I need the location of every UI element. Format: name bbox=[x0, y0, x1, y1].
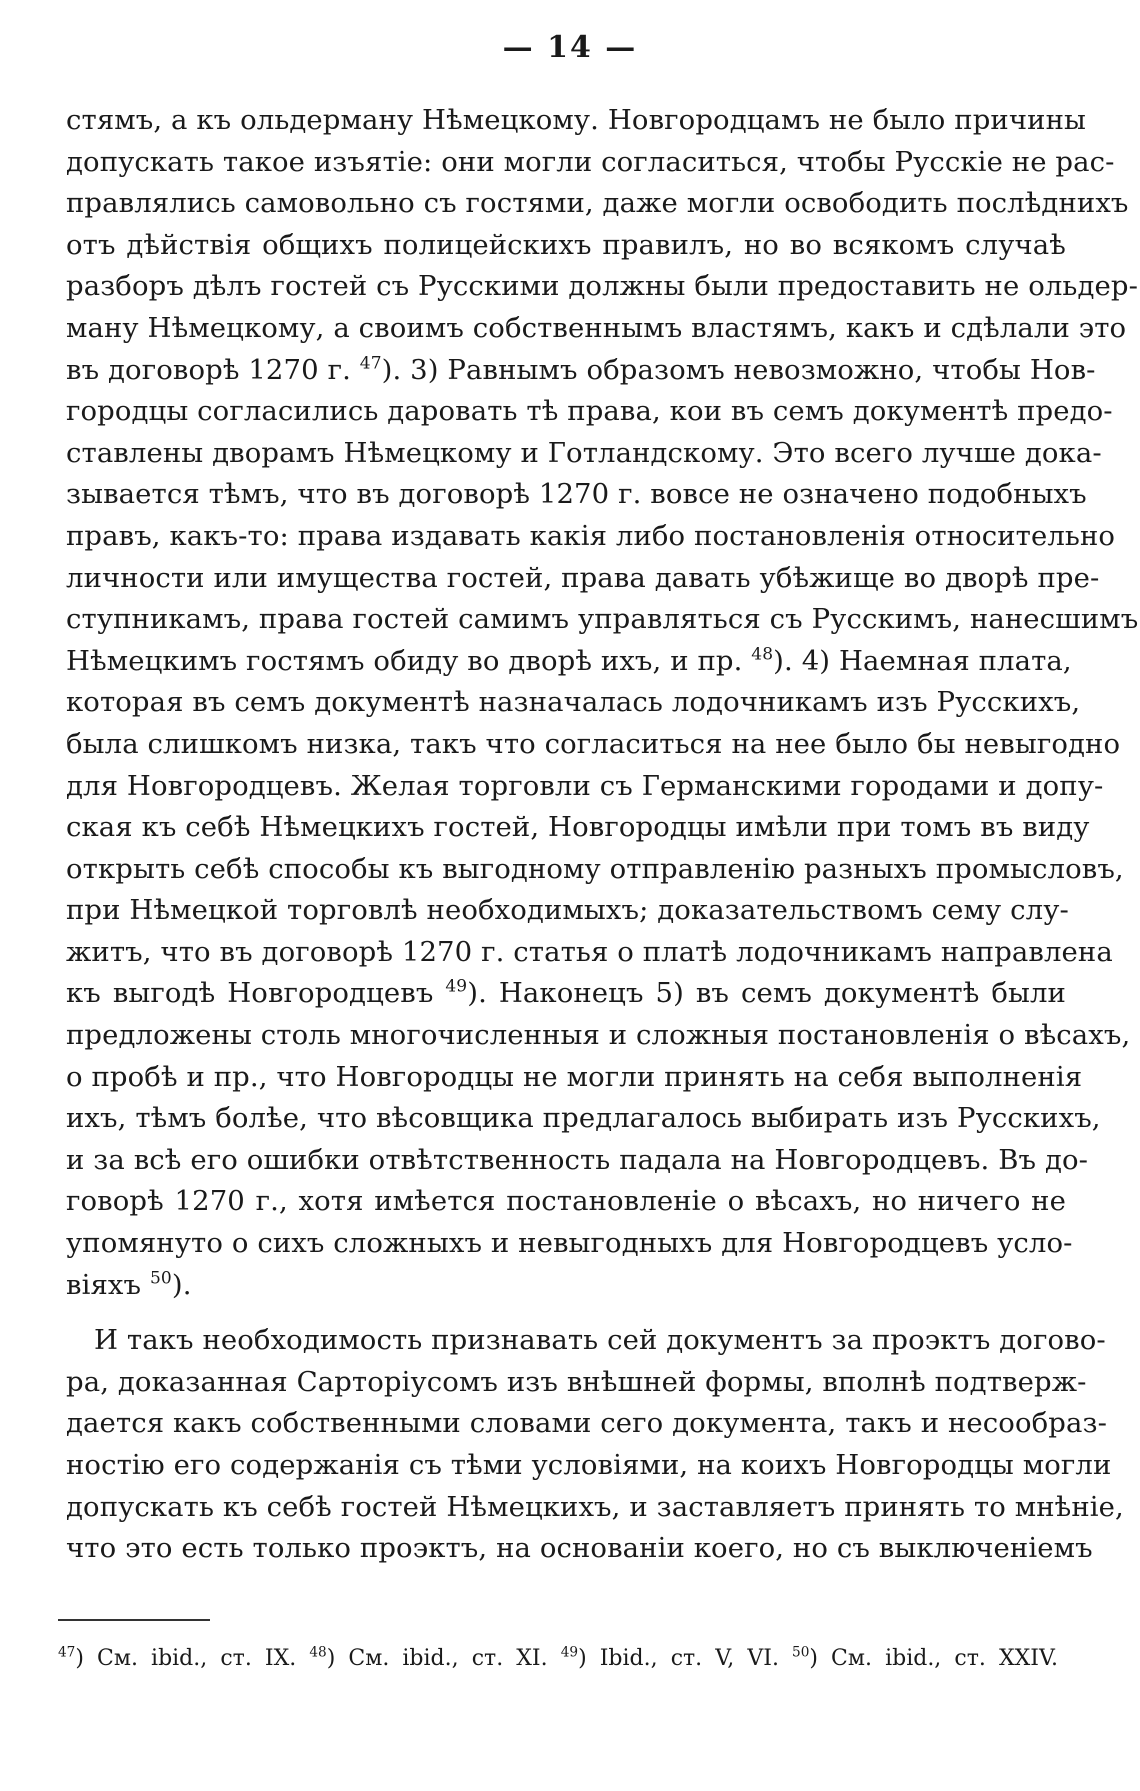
paragraph-1 bbox=[66, 100, 1139, 1306]
text-line: о пробѣ и пр., что Новгородцы не могли принять на себя выполненія bbox=[66, 1060, 1083, 1093]
paragraph-2 bbox=[66, 1320, 1124, 1570]
text-line: Нѣмецкимъ гостямъ обиду во дворѣ ихъ, и пр. $^{48}$). 4) Наемная плата, bbox=[66, 644, 1072, 677]
text-line: городцы согласились даровать тѣ права, кои въ семъ документѣ предо- bbox=[66, 395, 1113, 428]
text-line: зывается тѣмъ, что въ договорѣ 1270 г. вовсе не означено подобныхъ bbox=[66, 478, 1087, 511]
text-line: къ выгодѣ Новгородцевъ $^{49}$). Наконецъ 5) въ семъ документѣ были bbox=[66, 976, 1066, 1010]
body-text bbox=[66, 100, 1139, 1570]
text-line: разборъ дѣлъ гостей съ Русскими должны были предоставить не ольдер- bbox=[66, 270, 1138, 303]
text-line: отъ дѣйствія общихъ полицейскихъ правилъ, но во всякомъ случаѣ bbox=[66, 228, 1066, 261]
text-line: правлялись самовольно съ гостями, даже могли освободить послѣднихъ bbox=[66, 187, 1129, 220]
text-line: ихъ, тѣмъ болѣе, что вѣсовщика предлагалось выбирать изъ Русскихъ, bbox=[66, 1102, 1101, 1135]
text-line: ностію его содержанія съ тѣми условіями, на коихъ Новгородцы могли bbox=[66, 1449, 1112, 1481]
text-line: при Нѣмецкой торговлѣ необходимыхъ; доказательствомъ сему слу- bbox=[66, 894, 1069, 927]
footnote-number: 48 bbox=[309, 1644, 327, 1661]
footnote-50 bbox=[792, 1646, 1058, 1671]
text-line: ра, доказанная Сарторіусомъ изъ внѣшней формы, вполнѣ подтверж- bbox=[66, 1365, 1087, 1398]
footnote-text: ) Ibid., ст. V, VI. bbox=[578, 1646, 779, 1671]
text-line: говорѣ 1270 г., хотя имѣется постановленіе о вѣсахъ, но ничего не bbox=[66, 1185, 1066, 1218]
footnote-49 bbox=[561, 1646, 779, 1671]
text-line: для Новгородцевъ. Желая торговли съ Германскими городами и допу- bbox=[66, 769, 1104, 802]
text-line: что это есть только проэктъ, на основаніи коего, но съ выключеніемъ bbox=[66, 1532, 1093, 1565]
text-line: житъ, что въ договорѣ 1270 г. статья о платѣ лодочникамъ направлена bbox=[66, 935, 1113, 968]
footnotes bbox=[58, 1644, 1058, 1674]
text-line: предложены столь многочисленныя и сложныя постановленія о вѣсахъ, bbox=[66, 1019, 1131, 1052]
footnote-text: ) См. ibid., ст. IX. bbox=[75, 1646, 297, 1671]
text-line: ману Нѣмецкому, а своимъ собственнымъ властямъ, какъ и сдѣлали это bbox=[66, 311, 1127, 344]
footnote-text: ) См. ibid., ст. XXIV. bbox=[809, 1646, 1059, 1671]
page-number: — 14 — bbox=[502, 30, 638, 65]
footnote-number: 50 bbox=[792, 1644, 810, 1661]
footnote-48 bbox=[309, 1646, 547, 1671]
footnote-number: 47 bbox=[58, 1644, 76, 1661]
text-line: ставлены дворамъ Нѣмецкому и Готландскому. Это всего лучше дока- bbox=[66, 436, 1102, 469]
paragraph-gap bbox=[66, 1306, 1066, 1320]
text-line: и за всѣ его ошибки отвѣтственность падала на Новгородцевъ. Въ до- bbox=[66, 1143, 1089, 1176]
text-line: ская къ себѣ Нѣмецкихъ гостей, Новгородцы имѣли при томъ въ виду bbox=[66, 811, 1090, 844]
footnote-47 bbox=[58, 1646, 296, 1671]
text-line: допускать къ себѣ гостей Нѣмецкихъ, и заставляетъ принять то мнѣніе, bbox=[66, 1490, 1124, 1523]
text-line: ступникамъ, права гостей самимъ управляться съ Русскимъ, нанесшимъ bbox=[66, 603, 1139, 636]
text-line: правъ, какъ-то: права издавать какія либо постановленія относительно bbox=[66, 519, 1116, 552]
footnote-text: ) См. ibid., ст. XI. bbox=[326, 1646, 548, 1671]
text-line: віяхъ $^{50}$). bbox=[66, 1268, 192, 1301]
text-line: И такъ необходимость признавать сей документъ за проэктъ догово- bbox=[94, 1324, 1106, 1357]
text-line: допускать такое изъятіе: они могли согласиться, чтобы Русскіе не рас- bbox=[66, 145, 1115, 178]
text-line: упомянуто о сихъ сложныхъ и невыгодныхъ для Новгородцевъ усло- bbox=[66, 1227, 1073, 1260]
footnote-divider bbox=[58, 1619, 210, 1621]
text-line: въ договорѣ 1270 г. $^{47}$). 3) Равнымъ образомъ невозможно, чтобы Нов- bbox=[66, 353, 1096, 386]
text-line: открыть себѣ способы къ выгодному отправленію разныхъ промысловъ, bbox=[66, 852, 1124, 885]
text-line: была слишкомъ низка, такъ что согласиться на нее было бы невыгодно bbox=[66, 727, 1121, 760]
text-line: дается какъ собственными словами сего документа, такъ и несообраз- bbox=[66, 1407, 1107, 1440]
text-line: стямъ, а къ ольдерману Нѣмецкому. Новгородцамъ не было причины bbox=[66, 104, 1086, 136]
footnote-number: 49 bbox=[560, 1644, 579, 1661]
text-line: которая въ семъ документѣ назначалась лодочникамъ изъ Русскихъ, bbox=[66, 686, 1081, 719]
text-line: личности или имущества гостей, права давать убѣжище во дворѣ пре- bbox=[66, 561, 1100, 594]
